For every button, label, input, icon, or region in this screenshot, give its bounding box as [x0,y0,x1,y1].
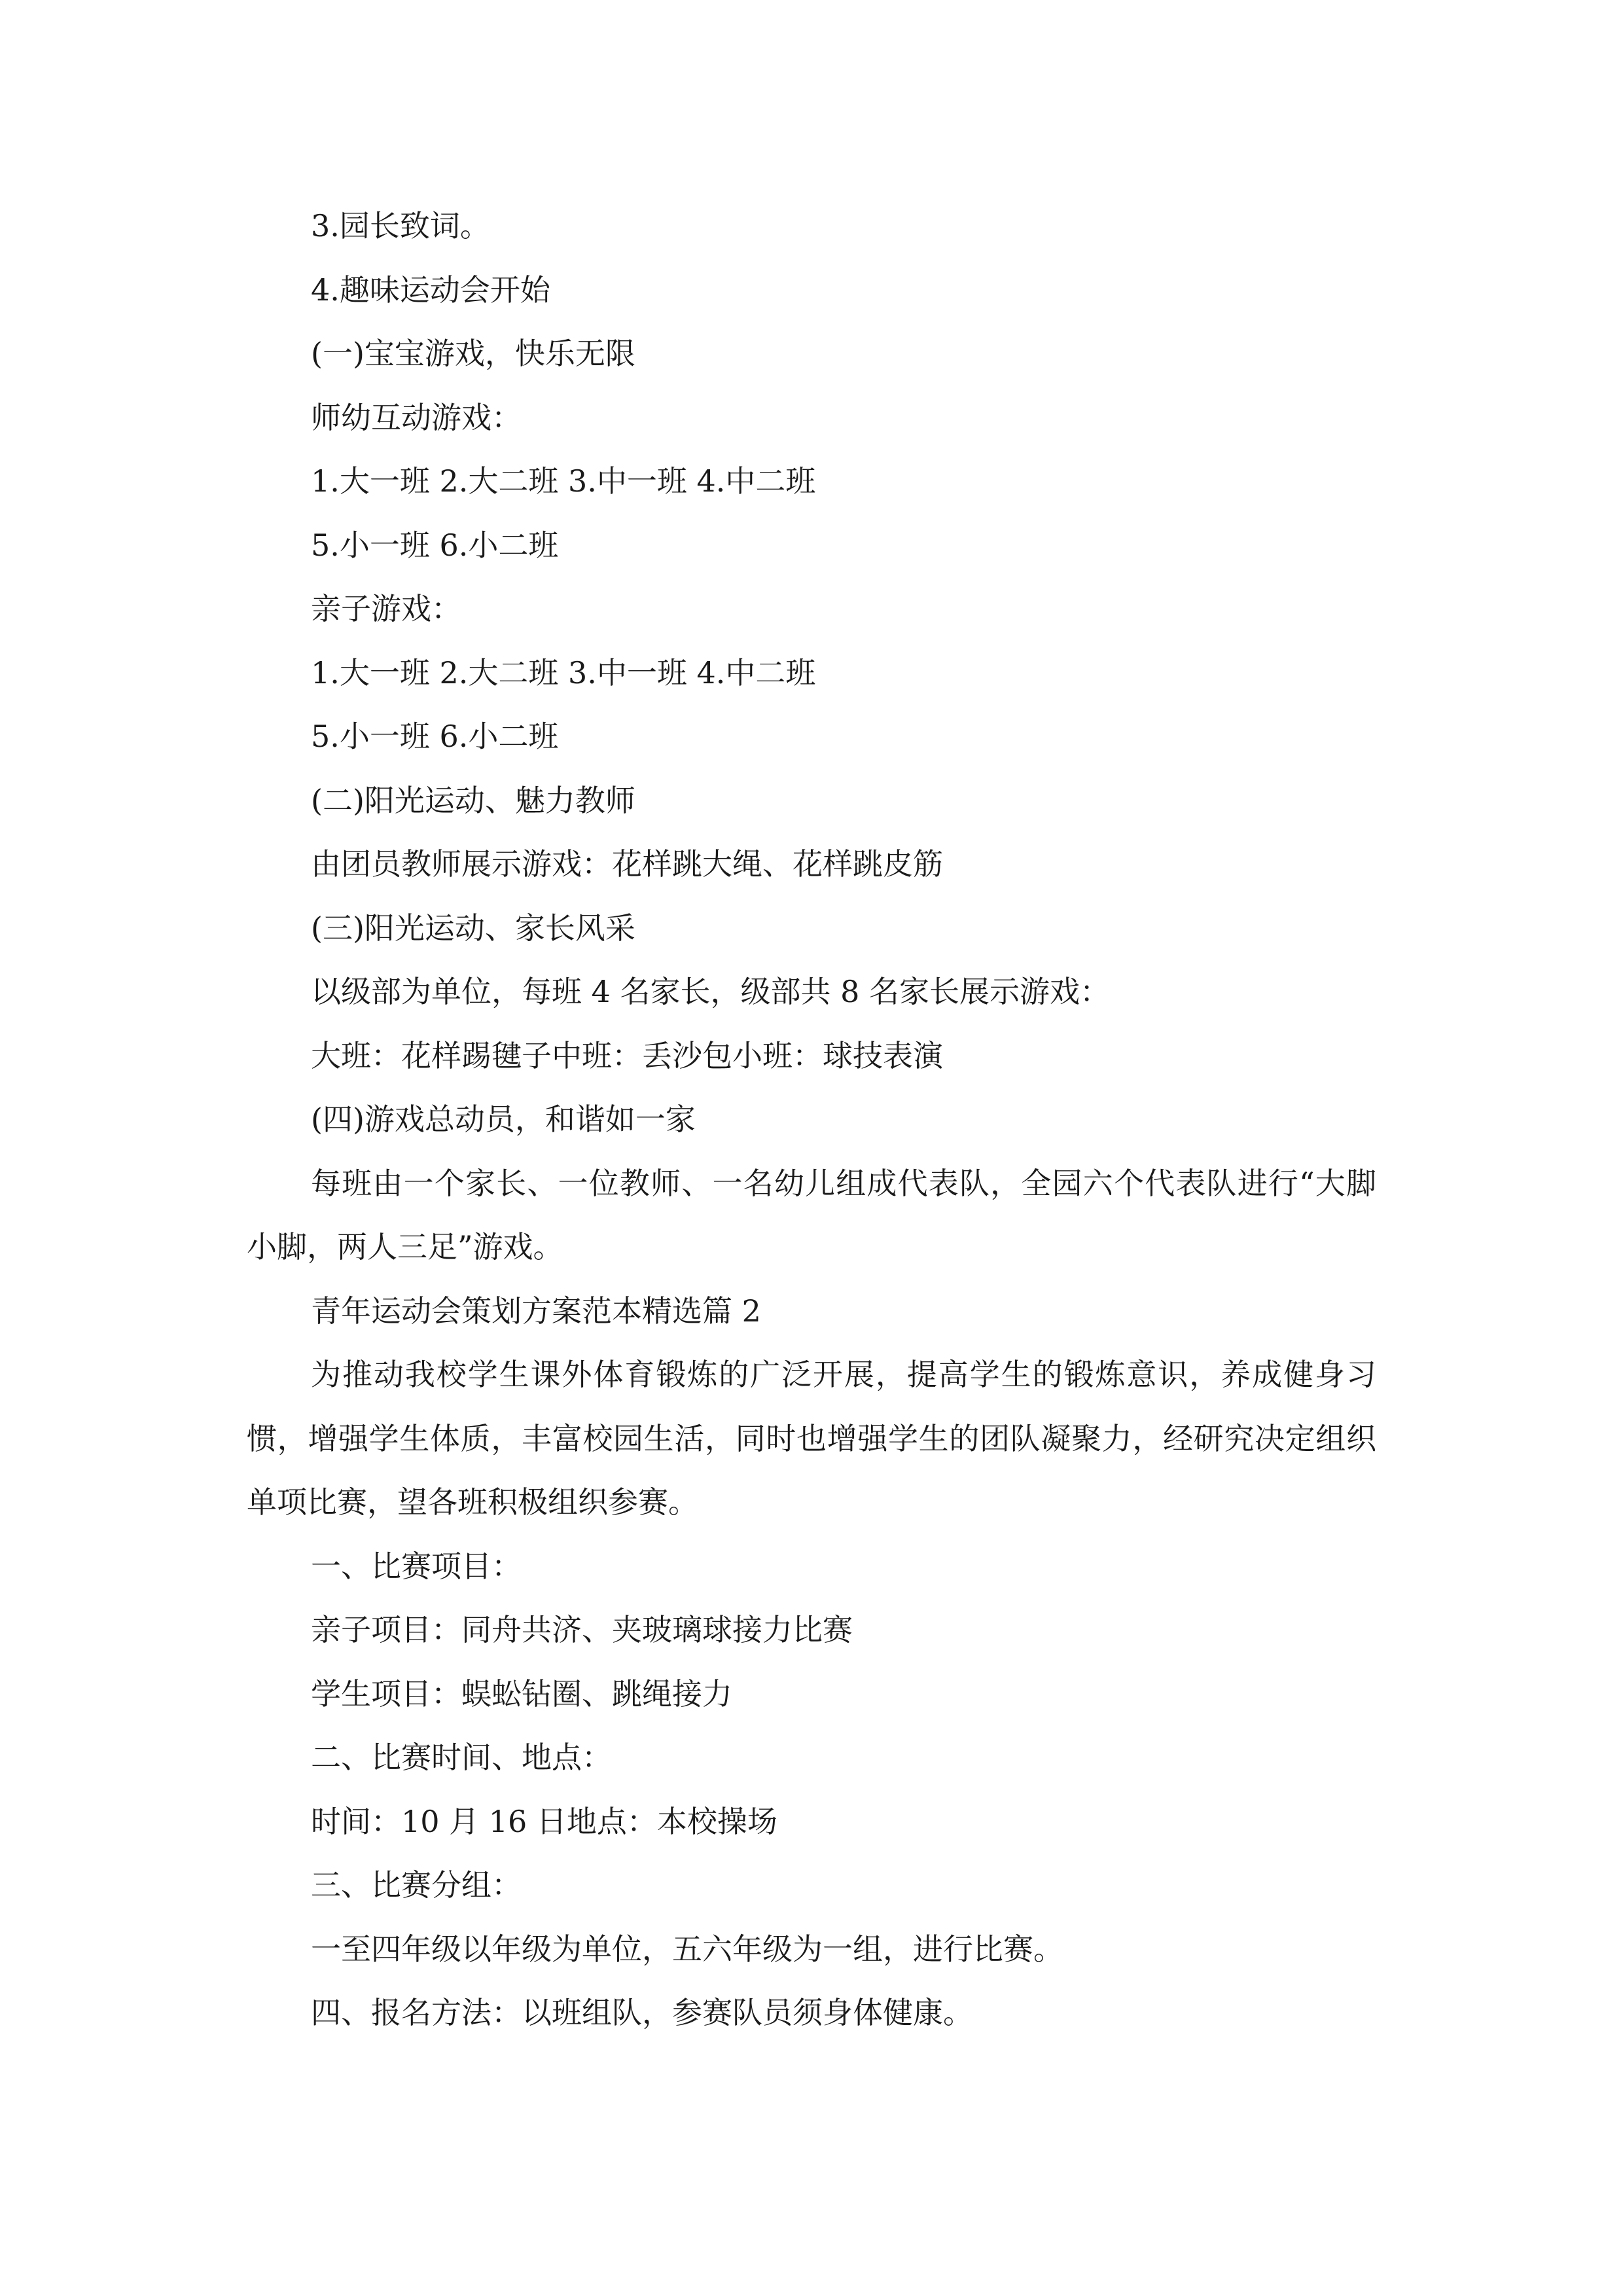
text-line: 由团员教师展示游戏：花样跳大绳、花样跳皮筋 [311,846,943,882]
text-line: (一)宝宝游戏，快乐无限 [311,336,635,371]
text-line: 亲子游戏： [311,591,461,626]
text-line: (二)阳光运动、魅力教师 [311,782,635,818]
section-title: 青年运动会策划方案范本精选篇 2 [311,1293,761,1329]
text-line: 时间：10 月 16 日地点：本校操场 [311,1803,777,1839]
text-line: 5.小一班 6.小二班 [311,527,559,563]
text-line: 三、比赛分组： [311,1867,522,1903]
text-line: 一、比赛项目： [311,1548,522,1584]
text-line: 四、报名方法：以班组队，参赛队员须身体健康。 [311,1995,973,2030]
text-line: (三)阳光运动、家长风采 [311,910,635,946]
text-line: 1.大一班 2.大二班 3.中一班 4.中二班 [311,463,816,499]
text-line: (四)游戏总动员，和谐如一家 [311,1102,696,1137]
text-line: 以级部为单位，每班 4 名家长，级部共 8 名家长展示游戏： [311,974,1111,1009]
text-line: 二、比赛时间、地点： [311,1740,612,1775]
text-line: 亲子项目：同舟共济、夹玻璃球接力比赛 [311,1612,853,1647]
text-line: 一至四年级以年级为单位，五六年级为一组，进行比赛。 [311,1931,1063,1967]
text-line: 4.趣味运动会开始 [311,272,550,308]
text-line: 3.园长致词。 [311,208,490,243]
text-line: 学生项目：蜈蚣钻圈、跳绳接力 [311,1676,732,1712]
text-line: 师幼互动游戏： [311,399,522,435]
text-line: 大班：花样踢毽子中班：丢沙包小班：球技表演 [311,1037,943,1073]
text-line: 1.大一班 2.大二班 3.中一班 4.中二班 [311,655,816,691]
text-line: 5.小一班 6.小二班 [311,719,559,754]
paragraph-team: 每班由一个家长、一位教师、一名幼儿组成代表队，全园六个代表队进行“大脚小脚，两人三足”游戏。 [247,1165,1376,1265]
paragraph-intro: 为推动我校学生课外体育锻炼的广泛开展，提高学生的锻炼意识，养成健身习惯，增强学生体质，丰富校园生活，同时也增强学生的团队凝聚力，经研究决定组织单项比赛，望各班积极组织参赛。 [247,1357,1376,1520]
document-body [247,194,1376,2045]
